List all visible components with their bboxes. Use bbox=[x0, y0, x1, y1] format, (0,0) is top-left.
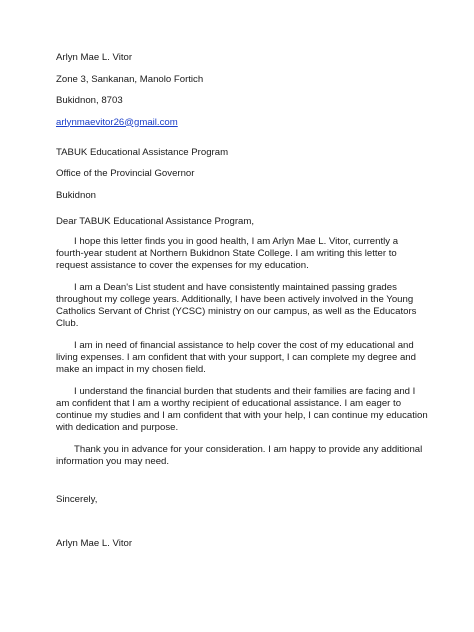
sender-name: Arlyn Mae L. Vitor bbox=[56, 52, 133, 63]
sender-address-line-1: Zone 3, Sankanan, Manolo Fortich bbox=[56, 73, 204, 85]
recipient-line-2: Office of the Provincial Governor bbox=[56, 168, 195, 179]
closing: Sincerely, bbox=[56, 493, 98, 505]
sender-email-link[interactable]: arlynmaevitor26@gmail.com bbox=[56, 116, 178, 128]
recipient-line-1: TABUK Educational Assistance Program bbox=[56, 146, 229, 158]
salutation: Dear TABUK Educational Assistance Program, bbox=[56, 215, 255, 227]
paragraph-achievements: I am a Dean's List student and have consistently maintained passing grades throughout my college years. Additionally, I have been actively involved in the Young Catholics Servant of Christ (YCSC) ministry on our campus, as well as the Educators Club. bbox=[56, 281, 417, 329]
paragraph-introduction: I hope this letter finds you in good health, I am Arlyn Mae L. Vitor, currently a fourth-year student at Northern Bukidnon State College. I am writing this letter to request assistance to cover the expenses for my education. bbox=[56, 235, 399, 271]
paragraph-need: I am in need of financial assistance to help cover the cost of my educational and living expenses. I am confident that with your support, I can complete my degree and make an impact in my chosen field. bbox=[56, 339, 416, 375]
recipient-line-3: Bukidnon bbox=[56, 189, 97, 201]
paragraph-commitment: I understand the financial burden that students and their families are facing and I am confident that I am a worthy recipient of educational assistance. I am eager to continue my studies and I am confident that with your help, I can continue my education with dedication and purpose. bbox=[56, 385, 428, 433]
signature-name: Arlyn Mae L. Vitor bbox=[56, 537, 133, 549]
sender-email-row bbox=[56, 117, 428, 129]
letter-body bbox=[56, 52, 428, 559]
paragraph-thanks: Thank you in advance for your consideration. I am happy to provide any additional information you may need. bbox=[56, 443, 423, 467]
sender-address-line-2: Bukidnon, 8703 bbox=[56, 95, 123, 106]
